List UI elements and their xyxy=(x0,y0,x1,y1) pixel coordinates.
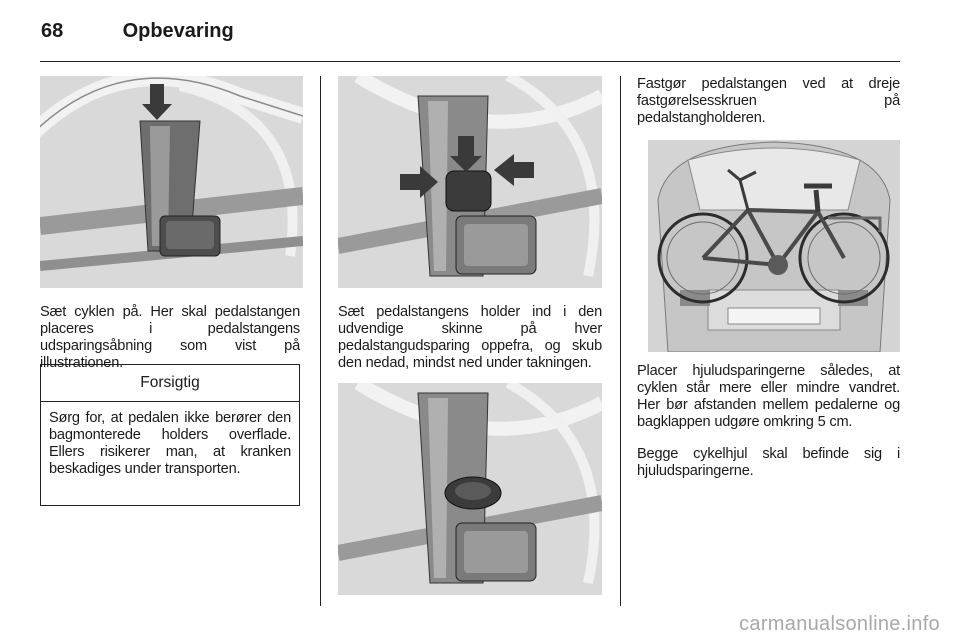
instruction-insert-holder: Sæt pedalstangens holder ind i den udvendige skinne på hver pedalstangudsparing oppefra, og skub den nedad, mindst ned under takningen. xyxy=(338,304,602,371)
instruction-place-bicycle: Sæt cyklen på. Her skal pedalstangen placeres i pedalstangens udsparingsåbning som vist på illustrationen. xyxy=(40,304,300,371)
column-divider-2 xyxy=(620,76,621,606)
figure-tighten-screw xyxy=(338,383,602,595)
caution-text: Sørg for, at pedalen ikke berører den bagmonterede holders overflade. Ellers risikerer man, at kranken beskadiges under transporten. xyxy=(49,410,291,477)
column-divider-1 xyxy=(320,76,321,606)
header-rule xyxy=(40,61,900,62)
figure-pedal-placement xyxy=(40,76,303,288)
instruction-wheels-in-recesses: Begge cykelhjul skal befinde sig i hjuludsparingerne. xyxy=(637,446,900,479)
page-header xyxy=(41,20,234,43)
instruction-position-wheel-recesses: Placer hjuludsparingerne således, at cyklen står mere eller mindre vandret. Her bør afstanden mellem pedalerne og bagklappen udgøre omkring 5 cm. xyxy=(637,363,900,430)
figure-holder-insert xyxy=(338,76,602,288)
figure-bicycle-on-carrier xyxy=(648,140,900,352)
caution-box xyxy=(40,364,300,506)
page-title: Opbevaring xyxy=(122,20,234,42)
page-number: 68 xyxy=(41,20,64,42)
caution-title: Forsigtig xyxy=(41,365,299,402)
watermark: carmanualsonline.info xyxy=(739,613,940,635)
instruction-fasten-rod: Fastgør pedalstangen ved at dreje fastgørelsesskruen på pedalstangholderen. xyxy=(637,76,900,126)
